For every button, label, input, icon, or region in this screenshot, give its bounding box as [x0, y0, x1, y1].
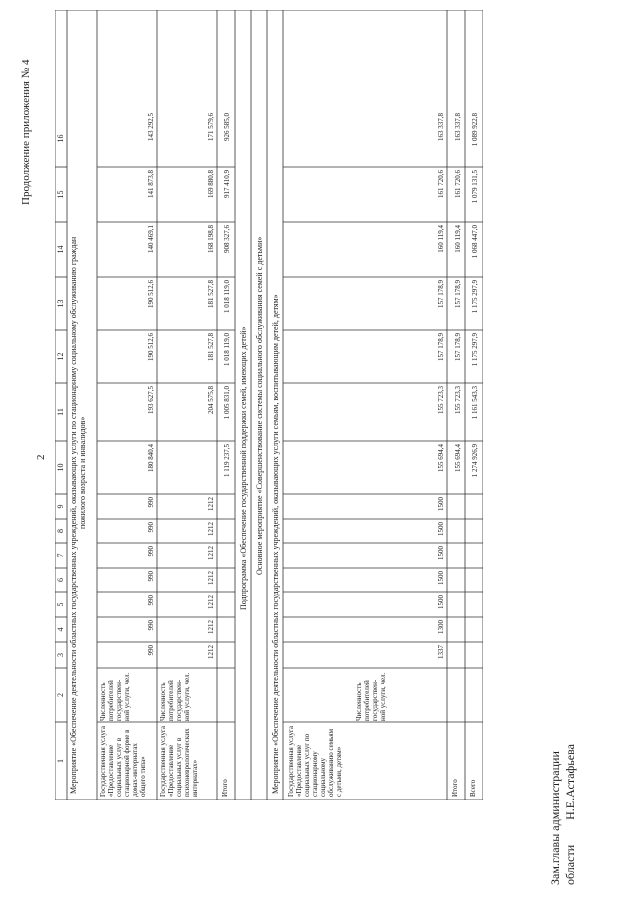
section-measure1: [69, 14, 87, 794]
r2-value-col6: 1212: [207, 571, 215, 585]
r3-value-col14: 160 119,4: [437, 225, 445, 253]
page-label: Продолжение приложения № 4: [20, 59, 32, 205]
vsego-label: Всего: [469, 779, 477, 797]
r1-value-col7: 990: [147, 546, 155, 557]
column-header-9: 9: [56, 504, 65, 509]
r3-value-col8: 1500: [437, 522, 445, 536]
itogo2-value-col13: 157 178,9: [454, 280, 462, 308]
r2-value-col5: 1212: [207, 595, 215, 609]
column-header-10: 10: [56, 463, 65, 472]
column-header-11: 11: [56, 408, 65, 416]
column-header-1: 1: [56, 759, 65, 763]
r2-value-col16: 171 579,6: [207, 113, 215, 141]
r1-value-col6: 990: [147, 571, 155, 582]
r1-value-col11: 193 627,5: [147, 386, 155, 414]
section-subprogram: Подпрограмма «Обеспечение государственной поддержки семей, имеющих детей»: [239, 326, 248, 610]
itogo1-value-col10: 1 119 237,5: [223, 444, 231, 477]
column-header-2: 2: [56, 693, 65, 697]
section-measure2: Мероприятие «Обеспечение деятельности областных государственных учреждений, оказывающих услуги семьям, воспитывающим детей, детям»: [271, 294, 280, 794]
r2-value-col14: 168 198,8: [207, 225, 215, 253]
r2-value-col9: 1212: [207, 497, 215, 511]
vsego-value-col13: 1 175 297,9: [471, 280, 479, 314]
r2-value-col12: 181 527,8: [207, 333, 215, 361]
itogo1-value-col16: 926 585,0: [223, 113, 231, 141]
r3-value-col4: 1300: [437, 620, 445, 634]
r3-value-col15: 161 720,6: [437, 170, 445, 198]
column-header-6: 6: [56, 578, 65, 582]
itogo2-value-col15: 161 720,6: [454, 170, 462, 198]
r3-value-col13: 157 178,9: [437, 280, 445, 308]
vsego-value-col12: 1 175 297,9: [471, 333, 479, 367]
vsego-value-col14: 1 068 447,0: [471, 225, 479, 259]
column-header-8: 8: [56, 529, 65, 533]
signature-name: Н.Е.Астафьева: [563, 744, 577, 820]
itogo1-value-col11: 1 005 831,0: [223, 386, 231, 420]
row2-indicator: Численность потребителей государствен-ной услуги, чел.: [159, 672, 191, 721]
r1-value-col8: 990: [147, 522, 155, 533]
signature-line1: Зам.главы администрации: [548, 751, 562, 885]
r1-value-col13: 190 512,6: [147, 280, 155, 308]
r1-value-col5: 990: [147, 595, 155, 606]
row3-indicator: Численность потребителей государствен-ной услуги, чел.: [355, 672, 387, 721]
signature-title: [548, 744, 578, 885]
vsego-value-col15: 1 079 131,5: [471, 170, 479, 204]
itogo1-value-col13: 1 018 119,0: [223, 280, 231, 313]
vsego-value-col11: 1 161 543,3: [471, 386, 479, 420]
r2-value-col15: 169 880,8: [207, 170, 215, 198]
itogo2-value-col11: 155 723,3: [454, 386, 462, 414]
itogo2-value-col16: 163 337,8: [454, 113, 462, 141]
column-header-3: 3: [56, 653, 65, 657]
itogo2-label: Итого: [451, 779, 459, 797]
r3-value-col6: 1500: [437, 571, 445, 585]
r3-value-col3: 1337: [437, 645, 445, 659]
vsego-value-col16: 1 089 922,8: [471, 113, 479, 147]
itogo1-label: Итого: [221, 779, 229, 797]
column-header-14: 14: [56, 245, 65, 254]
itogo2-value-col12: 157 178,9: [454, 333, 462, 361]
itogo2-value-col10: 155 694,4: [454, 444, 462, 472]
signature-line2: области: [563, 844, 577, 885]
row1-indicator: Численность потребителей государствен-ной услуги, чел.: [99, 672, 131, 721]
r3-value-col5: 1500: [437, 595, 445, 609]
r3-value-col10: 155 694,4: [437, 444, 445, 472]
r2-value-col4: 1212: [207, 620, 215, 634]
r1-value-col3: 990: [147, 645, 155, 656]
column-header-12: 12: [56, 352, 65, 361]
section-measure1-line1: Мероприятие «Обеспечение деятельности областных государственных учреждений, оказывающих услуги по стационарному социальному обслуживанию граждан: [69, 236, 78, 794]
budget-table: [55, 10, 483, 800]
r1-value-col4: 990: [147, 620, 155, 631]
itogo1-value-col14: 908 327,6: [223, 225, 231, 253]
r1-value-col15: 141 873,8: [147, 170, 155, 198]
r2-value-col8: 1212: [207, 522, 215, 536]
r3-value-col11: 155 723,3: [437, 386, 445, 414]
itogo1-value-col15: 917 410,9: [223, 170, 231, 198]
r2-value-col3: 1212: [207, 645, 215, 659]
column-header-13: 13: [56, 299, 65, 308]
column-header-5: 5: [56, 602, 65, 607]
section-main-measure: Основное мероприятие «Совершенствование системы социального обслуживания семей с детьми»: [255, 236, 264, 575]
r2-value-col7: 1212: [207, 546, 215, 560]
r1-value-col16: 143 292,5: [147, 113, 155, 141]
signature-line2-wrap: [563, 744, 578, 885]
r3-value-col16: 163 337,8: [437, 113, 445, 141]
row3-name: Государственная услуга «Предоставление социальных услуг по стационарному социальному обслуживанию семьям с детьми, детям»: [287, 725, 343, 797]
column-header-4: 4: [56, 627, 65, 632]
column-header-16: 16: [56, 134, 65, 143]
itogo1-value-col12: 1 018 119,0: [223, 333, 231, 366]
vsego-value-col10: 1 274 926,9: [471, 444, 479, 478]
itogo2-value-col14: 160 119,4: [454, 225, 462, 253]
r3-value-col7: 1500: [437, 546, 445, 560]
r3-value-col9: 1500: [437, 497, 445, 511]
row2-name: Государственная услуга «Предоставление социальных услуг в психоневрологических интернатах»: [159, 725, 199, 797]
r2-value-col11: 204 575,8: [207, 386, 215, 414]
r2-value-col13: 181 527,8: [207, 280, 215, 308]
column-header-7: 7: [56, 553, 65, 558]
r1-value-col12: 190 512,6: [147, 333, 155, 361]
r1-value-col14: 140 469,1: [147, 225, 155, 253]
row1-name: Государственная услуга «Предоставление социальных услуг в стационарной форме в домах-интернатах общего типа»: [99, 725, 147, 797]
r1-value-col9: 990: [147, 497, 155, 508]
page-number: 2: [35, 454, 47, 460]
r3-value-col12: 157 178,9: [437, 333, 445, 361]
r1-value-col10: 180 840,4: [147, 444, 155, 472]
column-header-15: 15: [56, 190, 65, 199]
section-measure1-line2: пожилого возраста и инвалидов»: [78, 416, 87, 529]
